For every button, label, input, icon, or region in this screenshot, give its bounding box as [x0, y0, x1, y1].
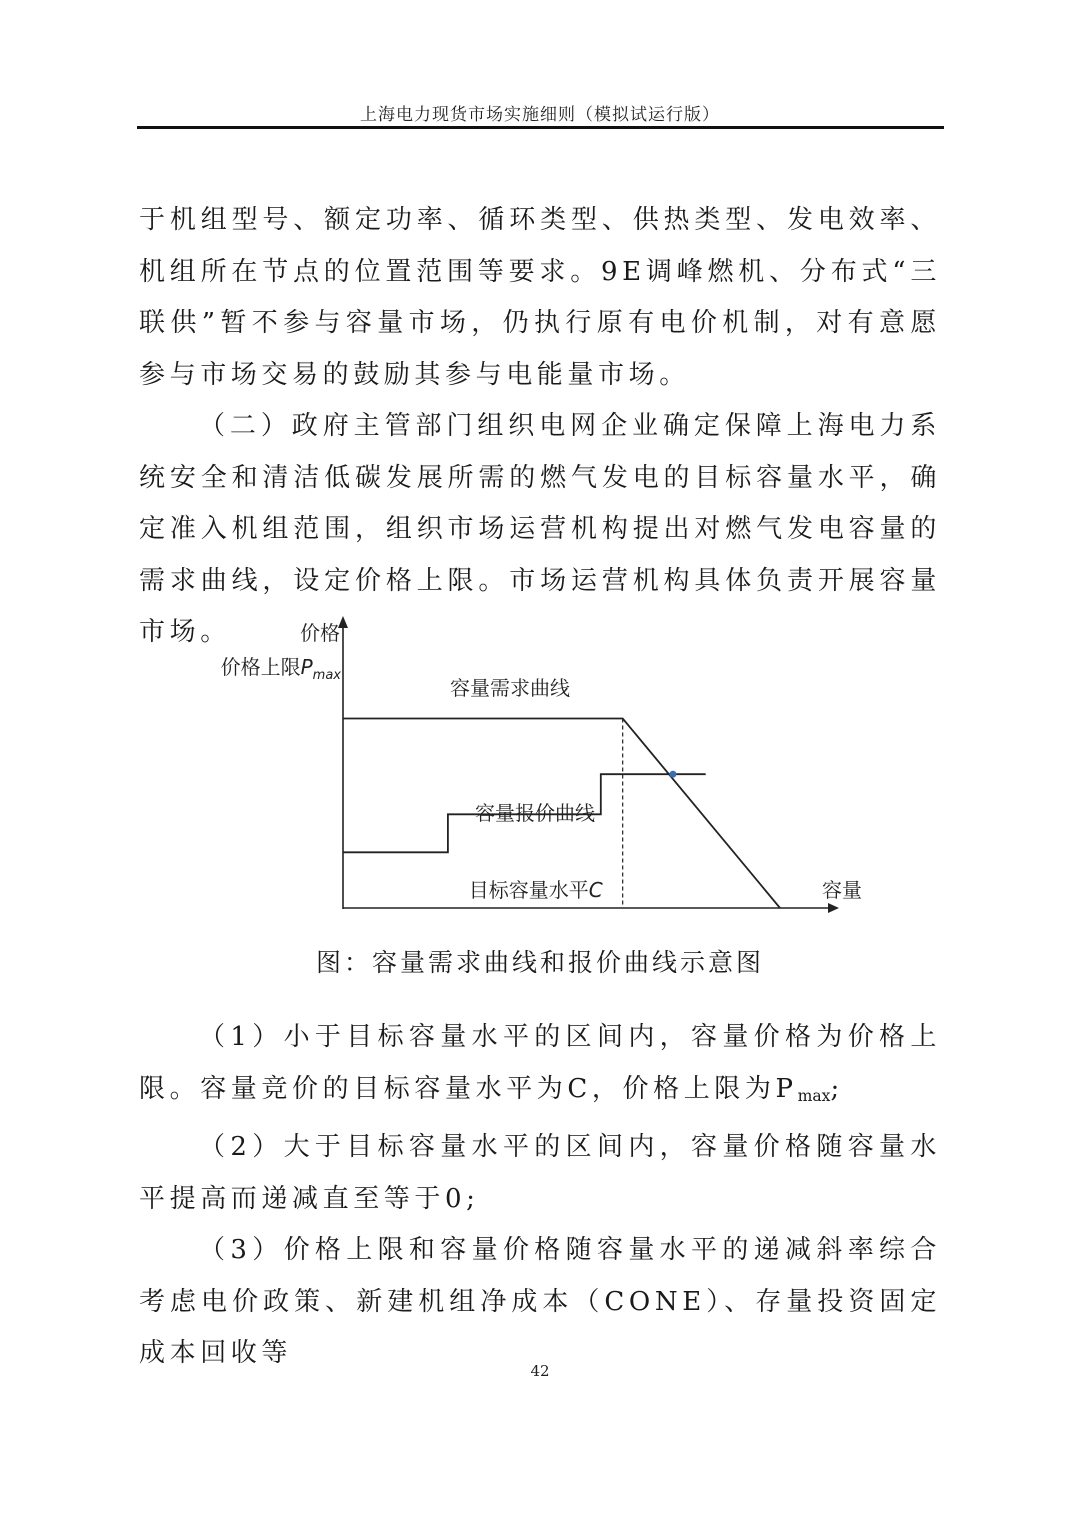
- demand-curve-label: 容量需求曲线: [450, 676, 570, 700]
- target-capacity-label: 目标容量水平C: [468, 878, 603, 902]
- list-item-1-text: （1）小于目标容量水平的区间内，容量价格为价格上限。容量竞价的目标容量水平为C，价格上限为P: [139, 1022, 941, 1104]
- y-axis-label: 价格: [300, 621, 340, 645]
- price-cap-label: 价格上限$P_{max}$: [220, 655, 341, 683]
- paragraph-continuation: 于机组型号、额定功率、循环类型、供热类型、发电效率、机组所在节点的位置范围等要求。9E调峰燃机、分布式“三联供”暂不参与容量市场，仍执行原有电价机制，对有意愿参与市场交易的鼓励其参与电能量市场。: [139, 205, 941, 390]
- paragraph-section-2: （二）政府主管部门组织电网企业确定保障上海电力系统安全和清洁低碳发展所需的燃气发电的目标容量水平，确定准入机组范围，组织市场运营机构提出对燃气发电容量的需求曲线，设定价格上限。市场运营机构具体负责开展容量市场。: [139, 411, 941, 647]
- list-item-3: （3）价格上限和容量价格随容量水平的递减斜率综合考虑电价政策、新建机组净成本（CONE）、存量投资固定成本回收等: [139, 1235, 941, 1368]
- bid-curve-label: 容量报价曲线: [475, 801, 595, 825]
- pmax-subscript: max: [797, 1086, 831, 1105]
- page-number: 42: [530, 1362, 550, 1380]
- header-rule: [137, 126, 944, 129]
- x-axis-label: 容量: [822, 878, 862, 902]
- list-item-2: （2）大于目标容量水平的区间内，容量价格随容量水平提高而递减直至等于0;: [139, 1132, 941, 1214]
- list-item-1: [139, 1012, 941, 1122]
- list-item-1-end: ;: [830, 1073, 844, 1104]
- capacity-curve-chart: [0, 600, 1080, 930]
- x-axis-arrow: [828, 903, 839, 913]
- running-header: 上海电力现货市场实施细则（模拟试运行版）: [360, 105, 720, 125]
- intersection-point: [669, 771, 676, 778]
- body-text-lower: [139, 1012, 941, 1380]
- body-text-upper: [139, 195, 941, 659]
- figure-caption: 图：容量需求曲线和报价曲线示意图: [315, 948, 764, 977]
